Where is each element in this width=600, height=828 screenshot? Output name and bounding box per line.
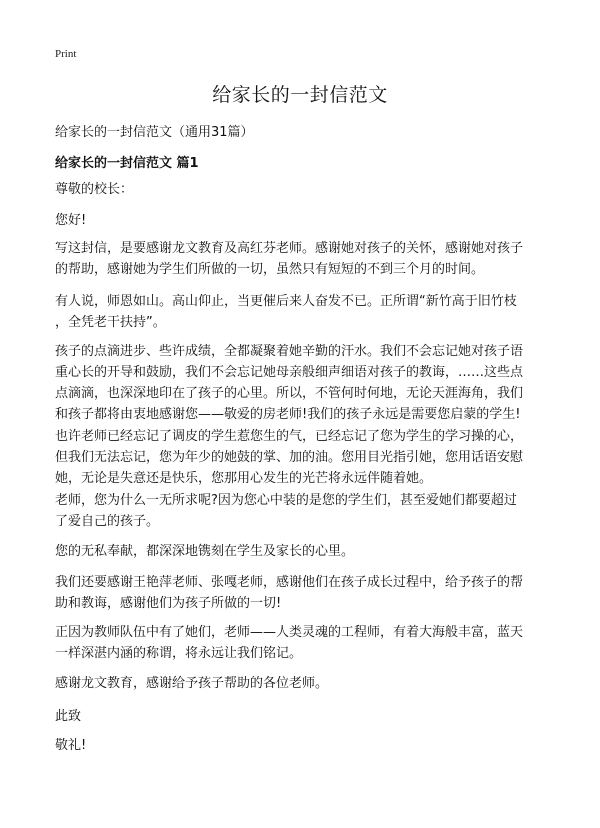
paragraph-line: 点滴滴，也深深地印在了孩子的心里。所以，不管何时何地，无论天涯海角，我们 bbox=[55, 386, 524, 401]
paragraph-line: 孩子的点滴进步、些许成绩，全都凝聚着她辛勤的汗水。我们不会忘记她对孩子语 bbox=[55, 344, 524, 359]
paragraph-9 bbox=[55, 673, 547, 694]
paragraph-line: 正因为教师队伍中有了她们，老师——人类灵魂的工程师，有着大海般丰富，蓝天 bbox=[55, 625, 524, 640]
paragraph-line: 但我们无法忘记，您为年少的她鼓的掌、加的油。您用目光指引她，您用话语安慰 bbox=[55, 450, 524, 465]
paragraph-line: 的帮助，感谢她为学生们所做的一切，虽然只有短短的不到三个月的时间。 bbox=[55, 262, 485, 277]
paragraph-line: 老师，您为什么一无所求呢?因为您心中装的是您的学生们，甚至爱她们都要超过 bbox=[55, 493, 517, 508]
paragraph-4 bbox=[55, 426, 547, 489]
closing-line-2: 敬礼! bbox=[55, 738, 87, 753]
document-title: 给家长的一封信范文 bbox=[212, 84, 388, 106]
paragraph-line: 了爱自己的孩子。 bbox=[55, 514, 160, 529]
paragraph-line: 重心长的开导和鼓励，我们不会忘记她母亲般细声细语对孩子的教诲，……这些点 bbox=[55, 365, 524, 380]
document-subtitle: 给家长的一封信范文（通用31篇） bbox=[55, 125, 254, 140]
paragraph-5 bbox=[55, 490, 547, 532]
hello-line: 您好! bbox=[55, 213, 87, 228]
paragraph-8 bbox=[55, 622, 547, 664]
paragraph-7 bbox=[55, 572, 547, 614]
print-label[interactable]: Print bbox=[55, 48, 77, 60]
paragraph-1 bbox=[55, 238, 547, 280]
section-heading: 给家长的一封信范文 篇1 bbox=[55, 156, 199, 171]
paragraph-2 bbox=[55, 291, 547, 333]
paragraph-line: 一样深湛内涵的称谓，将永远让我们铭记。 bbox=[55, 646, 303, 661]
paragraph-line: 写这封信，是要感谢龙文教育及高红芬老师。感谢她对孩子的关怀，感谢她对孩子 bbox=[55, 241, 524, 256]
closing-line-1: 此致 bbox=[55, 709, 82, 724]
paragraph-line: 您的无私奉献，都深深地镌刻在学生及家长的心里。 bbox=[55, 544, 355, 559]
paragraph-line: 感谢龙文教育，感谢给予孩子帮助的各位老师。 bbox=[55, 676, 329, 691]
paragraph-3 bbox=[55, 341, 547, 425]
paragraph-line: 有人说，师恩如山。高山仰止，当更催后来人奋发不已。正所谓“新竹高于旧竹枝 bbox=[55, 294, 517, 309]
paragraph-line: 我们还要感谢王艳萍老师、张嘎老师，感谢他们在孩子成长过程中，给予孩子的帮 bbox=[55, 575, 524, 590]
paragraph-line: 也许老师已经忘记了调皮的学生惹您生的气，已经忘记了您为学生的学习操的心， bbox=[55, 429, 524, 444]
greeting: 尊敬的校长： bbox=[55, 182, 134, 197]
paragraph-6 bbox=[55, 541, 547, 562]
paragraph-line: 她，无论是失意还是快乐，您那用心发生的光芒将永远伴随着她。 bbox=[55, 471, 433, 486]
paragraph-line: 助和教诲，感谢他们为孩子所做的一切! bbox=[55, 596, 282, 611]
paragraph-line: 和孩子都将由衷地感谢您——敬爱的房老师!我们的孩子永远是需要您启蒙的学生! bbox=[55, 407, 521, 422]
paragraph-line: ，全凭老干扶持”。 bbox=[55, 315, 166, 330]
